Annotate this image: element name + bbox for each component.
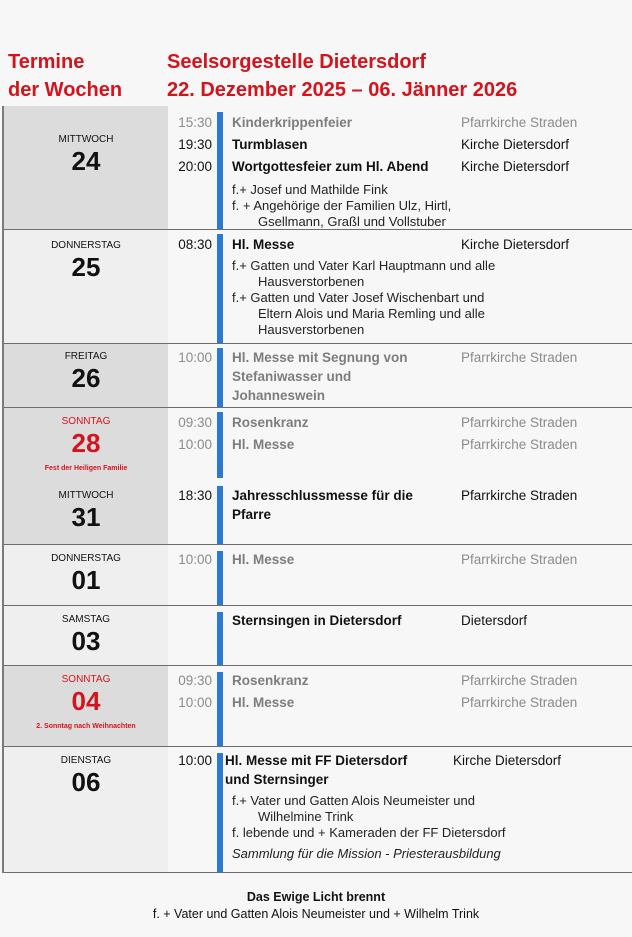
event-title: Hl. Messe bbox=[232, 552, 295, 567]
day-row-31 bbox=[4, 486, 632, 545]
event-title: Hl. Messe bbox=[232, 237, 295, 252]
intention-line-cont: Hausverstorbenen bbox=[258, 322, 365, 337]
day-row-26 bbox=[4, 344, 632, 408]
events-cell bbox=[168, 606, 632, 665]
event-time: 09:30 bbox=[178, 415, 212, 430]
date-number: 06 bbox=[71, 767, 101, 797]
date-number: 24 bbox=[71, 146, 101, 176]
date-number: 26 bbox=[71, 363, 101, 393]
event-title: Rosenkranz bbox=[232, 415, 309, 430]
weekday: SONNTAG bbox=[61, 674, 111, 685]
blue-bar bbox=[217, 112, 223, 229]
intention-note bbox=[232, 258, 632, 290]
event-place: Kirche Dietersdorf bbox=[461, 159, 570, 174]
intention-line: f. + Angehörige der Familien Ulz, Hirtl, bbox=[232, 198, 452, 213]
event-time: 10:00 bbox=[178, 753, 212, 768]
blue-bar bbox=[217, 234, 223, 343]
intention-line: f.+ Gatten und Vater Karl Hauptmann und alle bbox=[232, 258, 496, 273]
event-place: Pfarrkirche Straden bbox=[461, 695, 578, 710]
day-row-25 bbox=[4, 230, 632, 344]
eternal-light-intention: f. + Vater und Gatten Alois Neumeister und + Wilhelm Trink bbox=[152, 907, 480, 921]
event-time bbox=[168, 610, 212, 632]
event-row bbox=[168, 486, 632, 524]
event-place: Kirche Dietersdorf bbox=[461, 137, 570, 152]
intention-line: f.+ Vater und Gatten Alois Neumeister und bbox=[232, 793, 475, 808]
weekday: DONNERSTAG bbox=[51, 240, 121, 251]
eternal-light-heading: Das Ewige Licht brennt bbox=[246, 890, 386, 904]
event-row bbox=[168, 234, 632, 256]
intention-note bbox=[232, 825, 632, 841]
event-time: 08:30 bbox=[178, 237, 212, 252]
intention-note bbox=[232, 793, 632, 825]
feast-label: 2. Sonntag nach Weihnachten bbox=[36, 723, 136, 730]
event-row bbox=[168, 549, 632, 571]
day-cell bbox=[4, 408, 168, 486]
day-row-03 bbox=[4, 606, 632, 666]
intention-line-cont: Eltern Alois und Maria Remling und alle bbox=[258, 306, 485, 321]
weekday: MITTWOCH bbox=[58, 134, 114, 145]
date-number: 25 bbox=[71, 252, 101, 282]
date-number: 01 bbox=[71, 565, 101, 595]
event-title: Sternsingen in Dietersdorf bbox=[232, 613, 402, 628]
event-time: 15:30 bbox=[178, 115, 212, 130]
event-place: Pfarrkirche Straden bbox=[461, 115, 578, 130]
intention-note bbox=[232, 198, 632, 230]
event-title-line: Hl. Messe mit FF Dietersdorf bbox=[225, 753, 408, 768]
events-cell bbox=[168, 344, 632, 407]
event-place: Dietersdorf bbox=[461, 613, 528, 628]
intention-note bbox=[232, 290, 632, 338]
event-title bbox=[225, 751, 453, 789]
event-title-line: Hl. Messe mit Segnung von bbox=[232, 350, 408, 365]
events-cell bbox=[168, 747, 632, 872]
event-row bbox=[168, 412, 632, 434]
day-row-06 bbox=[4, 747, 632, 873]
intention-line-cont: Wilhelmine Trink bbox=[258, 809, 354, 824]
blue-bar bbox=[217, 672, 223, 746]
footer bbox=[0, 889, 632, 923]
intention-line: f.+ Josef und Mathilde Fink bbox=[232, 182, 388, 197]
event-row bbox=[168, 156, 632, 178]
event-title bbox=[232, 486, 461, 524]
event-time: 10:00 bbox=[178, 350, 212, 365]
blue-bar bbox=[217, 486, 223, 544]
event-time: 18:30 bbox=[178, 488, 212, 503]
blue-bar bbox=[217, 753, 223, 872]
event-time: 10:00 bbox=[178, 552, 212, 567]
event-row bbox=[168, 348, 632, 405]
day-cell bbox=[4, 230, 168, 343]
event-place: Pfarrkirche Straden bbox=[461, 437, 578, 452]
events-cell bbox=[168, 545, 632, 605]
day-cell bbox=[4, 666, 168, 746]
event-place: Pfarrkirche Straden bbox=[461, 488, 578, 503]
event-row bbox=[168, 751, 632, 789]
event-place: Pfarrkirche Straden bbox=[461, 415, 578, 430]
event-title-line: Johanneswein bbox=[232, 388, 326, 403]
weekday: DIENSTAG bbox=[60, 755, 112, 766]
header-right bbox=[167, 48, 517, 104]
day-row-01 bbox=[4, 545, 632, 606]
day-row-04 bbox=[4, 666, 632, 747]
events-cell bbox=[168, 486, 632, 544]
events-cell bbox=[168, 666, 632, 746]
event-place: Pfarrkirche Straden bbox=[461, 552, 578, 567]
day-cell bbox=[4, 606, 168, 665]
intention-line: f. lebende und + Kameraden der FF Dietersdorf bbox=[232, 825, 506, 840]
intention-line-cont: Gsellmann, Graßl und Vollstuber bbox=[258, 214, 446, 229]
event-title: Turmblasen bbox=[232, 137, 308, 152]
event-title: Kinderkrippenfeier bbox=[232, 115, 353, 130]
page-header bbox=[0, 44, 632, 104]
event-title-line: und Sternsinger bbox=[225, 772, 329, 787]
event-title bbox=[232, 348, 461, 405]
event-row bbox=[168, 692, 632, 714]
blue-bar bbox=[217, 412, 223, 478]
collection-note: Sammlung für die Mission - Priesterausbildung bbox=[232, 846, 501, 861]
event-title: Hl. Messe bbox=[232, 437, 295, 452]
event-row bbox=[168, 610, 632, 632]
feast-label: Fest der Heiligen Familie bbox=[44, 465, 128, 472]
day-cell bbox=[4, 486, 168, 544]
event-title: Hl. Messe bbox=[232, 695, 295, 710]
event-place: Pfarrkirche Straden bbox=[461, 673, 578, 688]
day-row-28 bbox=[4, 408, 632, 486]
event-time: 10:00 bbox=[178, 437, 212, 452]
intention-line: f.+ Gatten und Vater Josef Wischenbart und bbox=[232, 290, 485, 305]
date-number: 03 bbox=[71, 626, 101, 656]
date-number: 28 bbox=[71, 428, 101, 458]
event-place: Kirche Dietersdorf bbox=[461, 237, 570, 252]
weekday: FREITAG bbox=[64, 351, 108, 362]
header-left bbox=[8, 48, 122, 104]
header-termine: Termine bbox=[8, 51, 85, 73]
day-cell bbox=[4, 106, 168, 229]
header-der-wochen: der Wochen bbox=[8, 79, 123, 101]
event-time: 09:30 bbox=[178, 673, 212, 688]
event-title: Wortgottesfeier zum Hl. Abend bbox=[232, 159, 429, 174]
day-row-24 bbox=[4, 106, 632, 230]
header-parish: Seelsorgestelle Dietersdorf bbox=[167, 51, 426, 73]
date-number: 04 bbox=[71, 686, 101, 716]
intention-line-cont: Hausverstorbenen bbox=[258, 274, 365, 289]
blue-bar bbox=[217, 551, 223, 605]
event-row bbox=[168, 670, 632, 692]
event-row bbox=[168, 112, 632, 134]
weekday: SAMSTAG bbox=[61, 614, 111, 625]
event-title: Rosenkranz bbox=[232, 673, 309, 688]
blue-bar bbox=[217, 612, 223, 665]
events-cell bbox=[168, 106, 632, 229]
date-number: 31 bbox=[71, 502, 101, 532]
events-cell bbox=[168, 230, 632, 343]
event-time: 10:00 bbox=[178, 695, 212, 710]
day-cell bbox=[4, 344, 168, 407]
day-cell bbox=[4, 545, 168, 605]
event-row bbox=[168, 134, 632, 156]
blue-bar bbox=[217, 348, 223, 407]
day-cell bbox=[4, 747, 168, 872]
event-row bbox=[168, 434, 632, 456]
weekday: DONNERSTAG bbox=[51, 553, 121, 564]
event-title-line: Jahresschlussmesse für die bbox=[232, 488, 413, 503]
weekday: SONNTAG bbox=[61, 416, 111, 427]
event-place: Pfarrkirche Straden bbox=[461, 350, 578, 365]
weekday: MITTWOCH bbox=[58, 490, 114, 501]
events-cell bbox=[168, 408, 632, 486]
event-time: 20:00 bbox=[178, 159, 212, 174]
event-title-line: Stefaniwasser und bbox=[232, 369, 352, 384]
event-title-line: Pfarre bbox=[232, 507, 272, 522]
event-place: Kirche Dietersdorf bbox=[453, 753, 562, 768]
schedule-table bbox=[2, 106, 632, 873]
header-date-range: 22. Dezember 2025 – 06. Jänner 2026 bbox=[167, 79, 518, 101]
intention-note bbox=[232, 182, 632, 198]
event-time: 19:30 bbox=[178, 137, 212, 152]
